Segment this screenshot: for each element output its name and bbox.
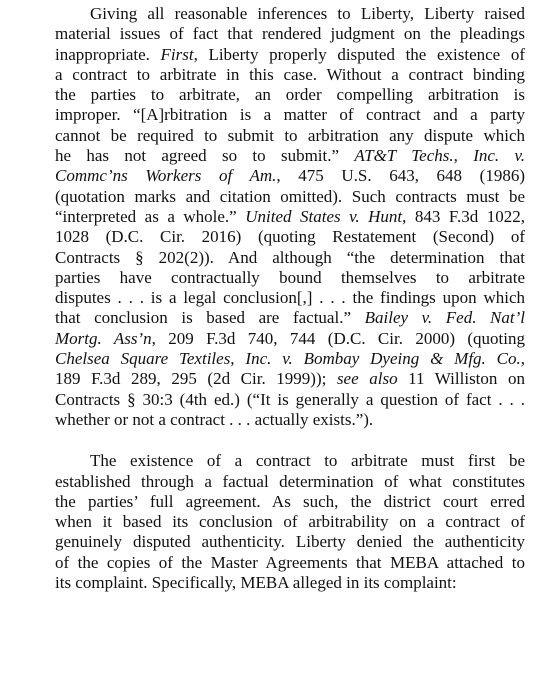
text-line: Mortg. Ass’n, 209 F.3d 740, 744 (D.C. Cir. 2000) (quoting — [55, 328, 525, 348]
text-line: cannot be required to submit to arbitration any dispute which — [55, 125, 525, 145]
text-line: established through a factual determination of what constitutes — [55, 471, 525, 491]
text-line: Contracts § 202(2)). And although “the determination that — [55, 247, 525, 267]
text-line: that conclusion is based are factual.” Bailey v. Fed. Nat’l — [55, 308, 525, 328]
text-line: a contract to arbitrate in this case. Without a contract binding — [55, 64, 525, 84]
paragraph-1 — [20, 4, 525, 430]
text-line: inappropriate. First, Liberty properly disputed the existence of — [55, 44, 525, 64]
text-line: Giving all reasonable inferences to Liberty, Liberty raised — [90, 4, 525, 23]
text-line: the parties’ full agreement. As such, the district court erred — [55, 491, 525, 511]
text-line: 1028 (D.C. Cir. 2016) (quoting Restatement (Second) of — [55, 227, 525, 247]
text-line: its complaint. Specifically, MEBA alleged in its complaint: — [55, 573, 457, 593]
text-line: whether or not a contract . . . actually exists.”). — [55, 409, 374, 429]
text-line: genuinely disputed authenticity. Liberty denied the authenticity — [55, 532, 525, 552]
text-line: Contracts § 30:3 (4th ed.) (“It is generally a question of fact . . . — [55, 389, 525, 409]
text-line: when it based its conclusion of arbitrability on a contract of — [55, 512, 525, 532]
paragraph-2 — [20, 451, 525, 593]
text-line: “interpreted as a whole.” United States v. Hunt, 843 F.3d 1022, — [55, 206, 525, 226]
text-line: disputes . . . is a legal conclusion[,] . . . the findings upon which — [55, 288, 525, 308]
text-line: 189 F.3d 289, 295 (2d Cir. 1999)); see also 11 Williston on — [55, 369, 525, 389]
text-line: improper. “[A]rbitration is a matter of contract and a party — [55, 105, 525, 125]
text-line: Commc’ns Workers of Am., 475 U.S. 643, 648 (1986) — [55, 166, 525, 186]
text-line: (quotation marks and citation omitted). Such contracts must be — [55, 186, 525, 206]
text-line: of the copies of the Master Agreements that MEBA attached to — [55, 552, 525, 572]
text-line: material issues of fact that rendered judgment on the pleadings — [55, 24, 525, 44]
text-line: parties have contractually bound themselves to arbitrate — [55, 267, 525, 287]
text-line: the parties to arbitrate, an order compelling arbitration is — [55, 85, 525, 105]
text-line: The existence of a contract to arbitrate must first be — [90, 451, 525, 471]
text-line: he has not agreed so to submit.” AT&T Techs., Inc. v. — [55, 146, 525, 166]
text-line: Chelsea Square Textiles, Inc. v. Bombay Dyeing & Mfg. Co., — [55, 349, 525, 369]
document-page — [20, 4, 525, 593]
